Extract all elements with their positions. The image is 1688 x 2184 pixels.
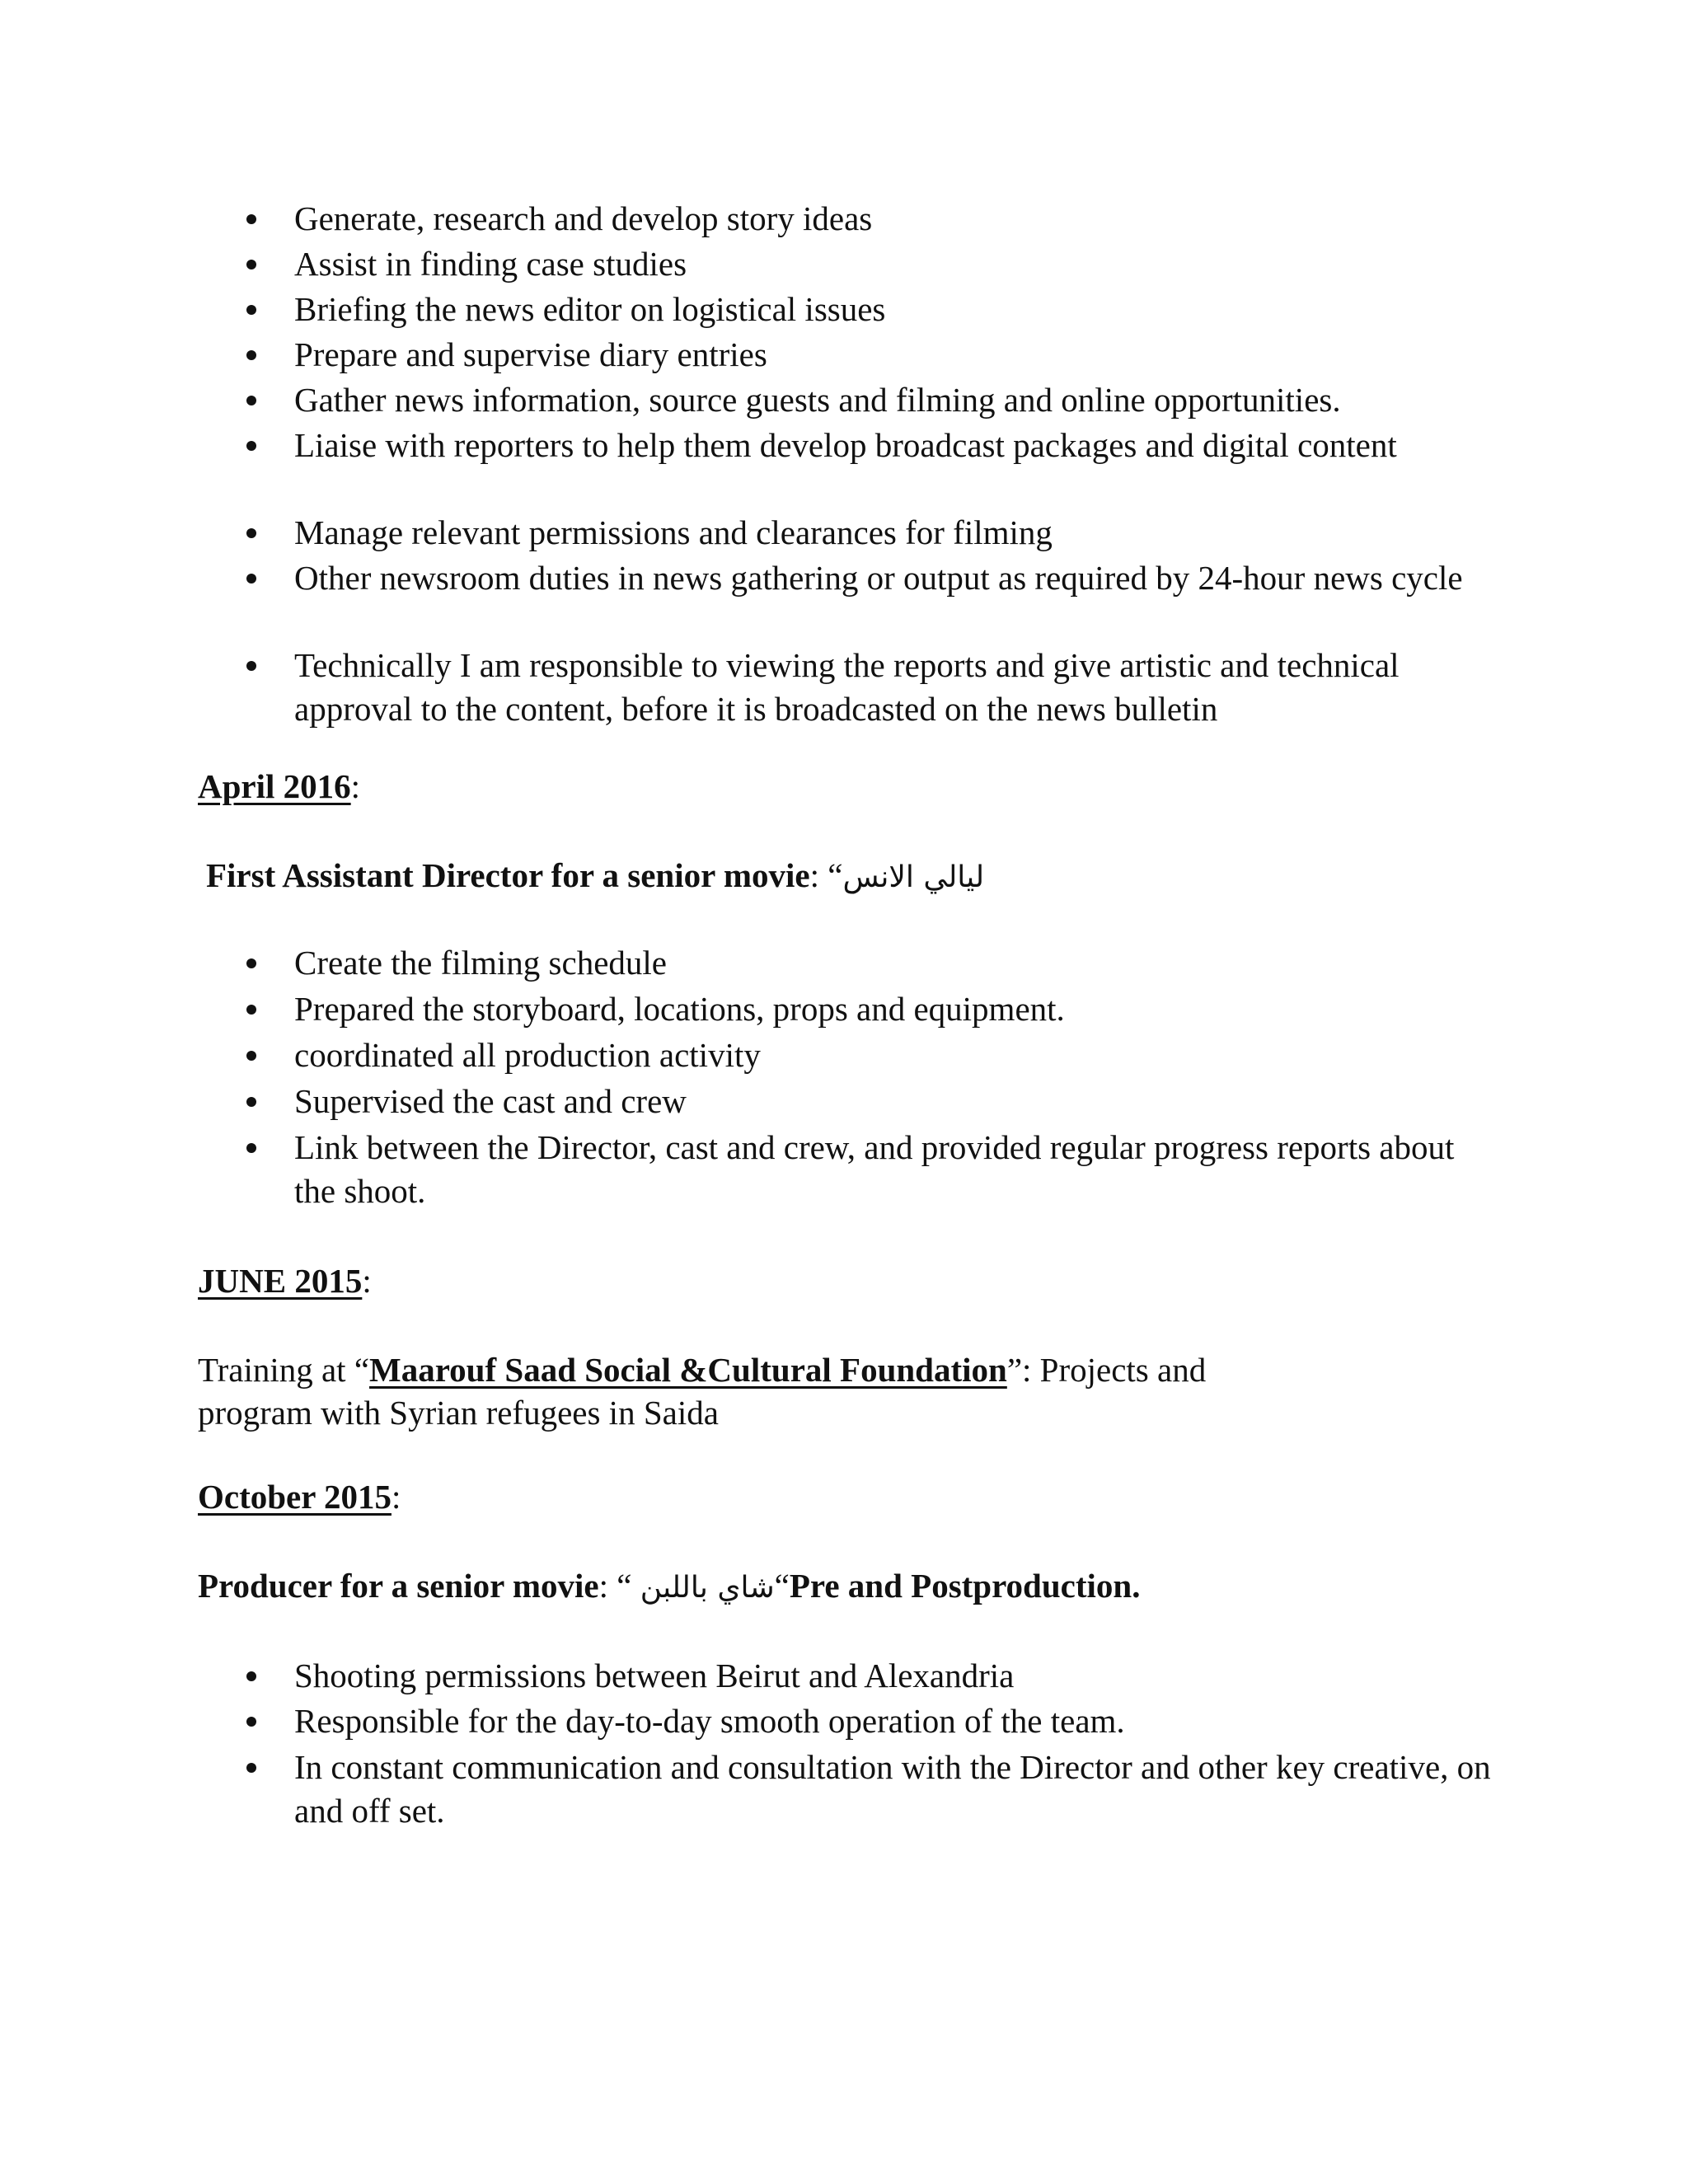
bullet-icon — [246, 260, 256, 269]
list-item: Technically I am responsible to viewing the reports and give artistic and technical approval to the content, before it is broadcasted on the news bulletin — [0, 644, 1498, 731]
bullet-icon — [246, 1051, 256, 1061]
movie-title-arabic: ليالي الانس — [842, 860, 985, 894]
list-item: coordinated all production activity — [0, 1033, 1498, 1080]
section-date-april-2016: April 2016: — [198, 767, 361, 805]
list-item: Assist in finding case studies — [0, 242, 1498, 288]
list-item: Manage relevant permissions and clearances for filming — [0, 511, 1498, 556]
role-line-producer: Producer for a senior movie: “ شاي باللبن“Pre and Postproduction. — [198, 1567, 1141, 1605]
list-item: Liaise with reporters to help them develop broadcast packages and digital content — [0, 424, 1498, 511]
bullet-icon — [246, 214, 256, 224]
bullet-icon — [246, 661, 256, 671]
bullet-icon — [246, 1763, 256, 1773]
bullet-icon — [246, 441, 256, 451]
training-line-2: program with Syrian refugees in Saida — [198, 1394, 719, 1432]
movie-title-arabic: شاي باللبن — [640, 1571, 775, 1605]
bullet-icon — [246, 305, 256, 315]
bullet-icon — [246, 1005, 256, 1015]
bullet-icon — [246, 1717, 256, 1727]
list-item: Prepared the storyboard, locations, props and equipment. — [0, 987, 1498, 1033]
bullet-icon — [246, 350, 256, 360]
list-item: Link between the Director, cast and crew, and provided regular progress reports about the shoot. — [0, 1126, 1498, 1216]
list-item: Gather news information, source guests and filming and online opportunities. — [0, 378, 1498, 424]
bullet-icon — [246, 396, 256, 405]
list-item: Generate, research and develop story ideas — [0, 197, 1498, 242]
list-item: Prepare and supervise diary entries — [0, 333, 1498, 378]
list-item: Supervised the cast and crew — [0, 1080, 1498, 1126]
section-date-october-2015: October 2015: — [198, 1478, 401, 1516]
list-item: Create the filming schedule — [0, 941, 1498, 987]
role-line-first-assistant-director: First Assistant Director for a senior movie: “ليالي الانس — [206, 856, 985, 894]
bullet-icon — [246, 958, 256, 968]
bullet-icon — [246, 1143, 256, 1153]
training-line: Training at “Maarouf Saad Social &Cultural Foundation”: Projects and — [198, 1351, 1207, 1389]
list-item: In constant communication and consultation with the Director and other key creative, on and off set. — [0, 1746, 1498, 1836]
list-item: Other newsroom duties in news gathering or output as required by 24-hour news cycle — [0, 556, 1498, 644]
section-date-june-2015: JUNE 2015: — [198, 1262, 372, 1300]
organization-name: Maarouf Saad Social &Cultural Foundation — [369, 1351, 1007, 1389]
list-item: Briefing the news editor on logistical issues — [0, 288, 1498, 333]
duties-list — [0, 197, 1498, 731]
bullet-icon — [246, 574, 256, 583]
bullet-icon — [246, 1671, 256, 1681]
assistant-director-duties-list — [0, 941, 1498, 1216]
list-item: Shooting permissions between Beirut and Alexandria — [0, 1654, 1498, 1699]
producer-duties-list — [0, 1654, 1498, 1836]
list-item: Responsible for the day-to-day smooth operation of the team. — [0, 1699, 1498, 1746]
bullet-icon — [246, 1097, 256, 1107]
bullet-icon — [246, 528, 256, 538]
